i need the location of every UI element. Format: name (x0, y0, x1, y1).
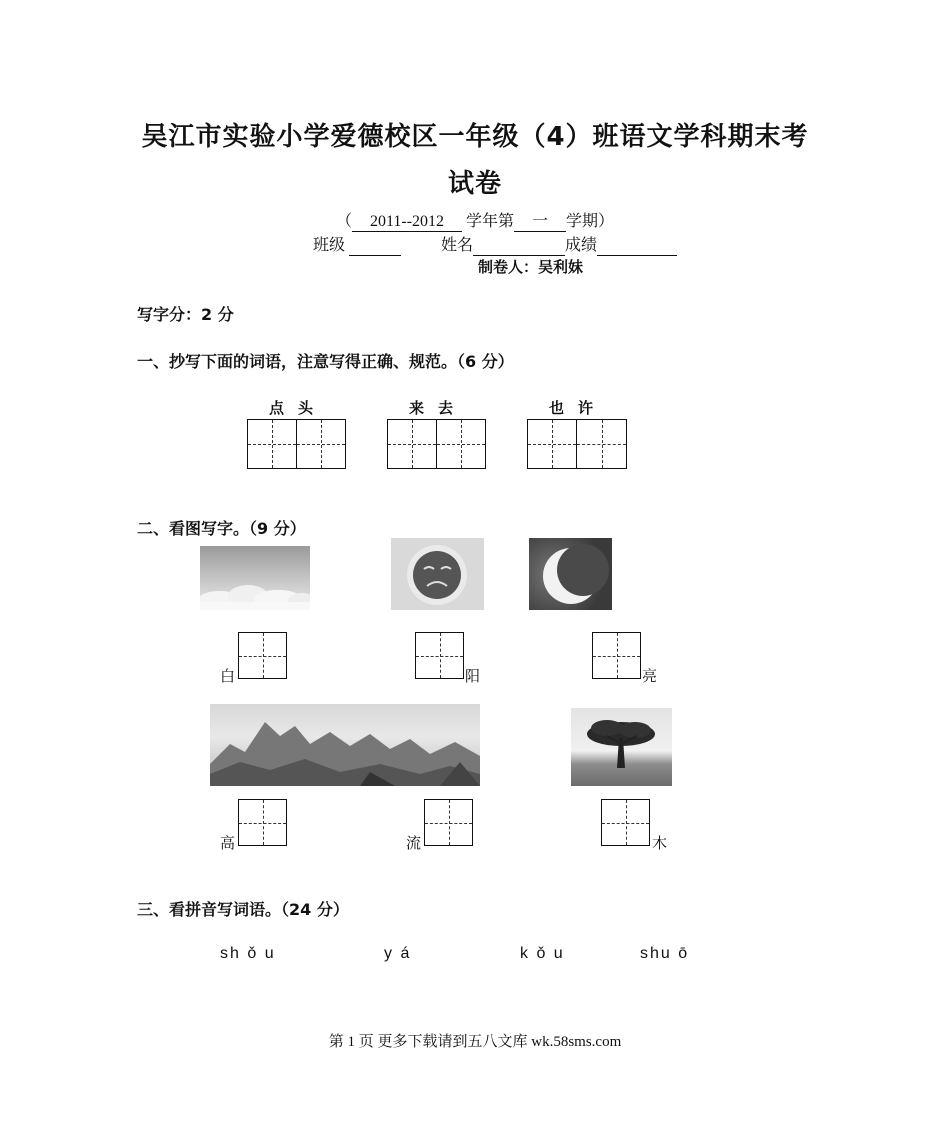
section3-heading: 三、看拼音写词语。（24 分） (137, 900, 349, 919)
class-field[interactable] (349, 237, 401, 256)
writing-cell[interactable] (576, 419, 627, 469)
name-field[interactable] (473, 237, 565, 256)
pinyin-shou: sh ǒ u (220, 945, 276, 962)
cloud-shapes (200, 546, 310, 610)
moon-picture (529, 538, 612, 610)
writing-cell[interactable] (415, 632, 464, 679)
pinyin-shuo: shu ō (640, 945, 690, 962)
writing-cell[interactable] (247, 419, 297, 469)
writing-cell[interactable] (387, 419, 437, 469)
student-info-line (313, 232, 677, 256)
hint-char-bai: 白 (220, 667, 236, 685)
hint-char-mu: 木 (652, 834, 668, 852)
year-value: 2011--2012 (352, 213, 462, 232)
page-title-cont: 试卷 (447, 169, 502, 199)
writing-cell[interactable] (601, 799, 650, 846)
score-label: 成绩 (565, 237, 598, 254)
word-lai-qu: 来去 (408, 399, 467, 417)
author-line: 制卷人：吴利妹 (478, 258, 584, 276)
mountains-picture (210, 704, 480, 786)
crescent-moon-icon (529, 538, 612, 610)
tree-picture (571, 708, 672, 786)
sun-picture (391, 538, 484, 610)
writing-cell[interactable] (238, 632, 287, 679)
sun-face-icon (391, 538, 484, 610)
writing-cell[interactable] (296, 419, 346, 469)
clouds-picture (200, 546, 310, 610)
writing-cell[interactable] (592, 632, 641, 679)
page-title: 吴江市实验小学爱德校区一年级（4）班语文学科期末考 (141, 122, 809, 152)
name-label: 姓名 (441, 237, 474, 254)
section2-heading: 二、看图写字。（9 分） (137, 519, 306, 538)
score-field[interactable] (597, 237, 677, 256)
writing-cell[interactable] (238, 799, 287, 846)
hint-char-liu: 流 (406, 834, 422, 852)
pinyin-kou: k ǒ u (520, 945, 565, 962)
school-year-line: （ 2011--2012 学年第 一 学期） (335, 213, 615, 230)
writing-cell[interactable] (424, 799, 473, 846)
writing-cell[interactable] (436, 419, 486, 469)
mountain-landscape (210, 704, 480, 786)
hint-char-liang: 亮 (642, 667, 658, 685)
tree-icon (571, 708, 672, 786)
page-footer: 第 1 页 更多下载请到五八文库 wk.58sms.com (328, 1034, 622, 1050)
writing-score: 写字分：2 分 (137, 305, 234, 324)
hint-char-gao: 高 (220, 834, 236, 852)
word-ye-xu: 也许 (548, 399, 607, 417)
hint-char-yang: 阳 (465, 667, 481, 685)
writing-cell[interactable] (527, 419, 577, 469)
pinyin-ya: y á (384, 945, 412, 962)
class-label: 班级 (313, 237, 346, 254)
section1-heading: 一、抄写下面的词语，注意写得正确、规范。（6 分） (137, 352, 514, 371)
word-dian-tou: 点头 (268, 399, 327, 417)
term-value: 一 (514, 213, 566, 232)
